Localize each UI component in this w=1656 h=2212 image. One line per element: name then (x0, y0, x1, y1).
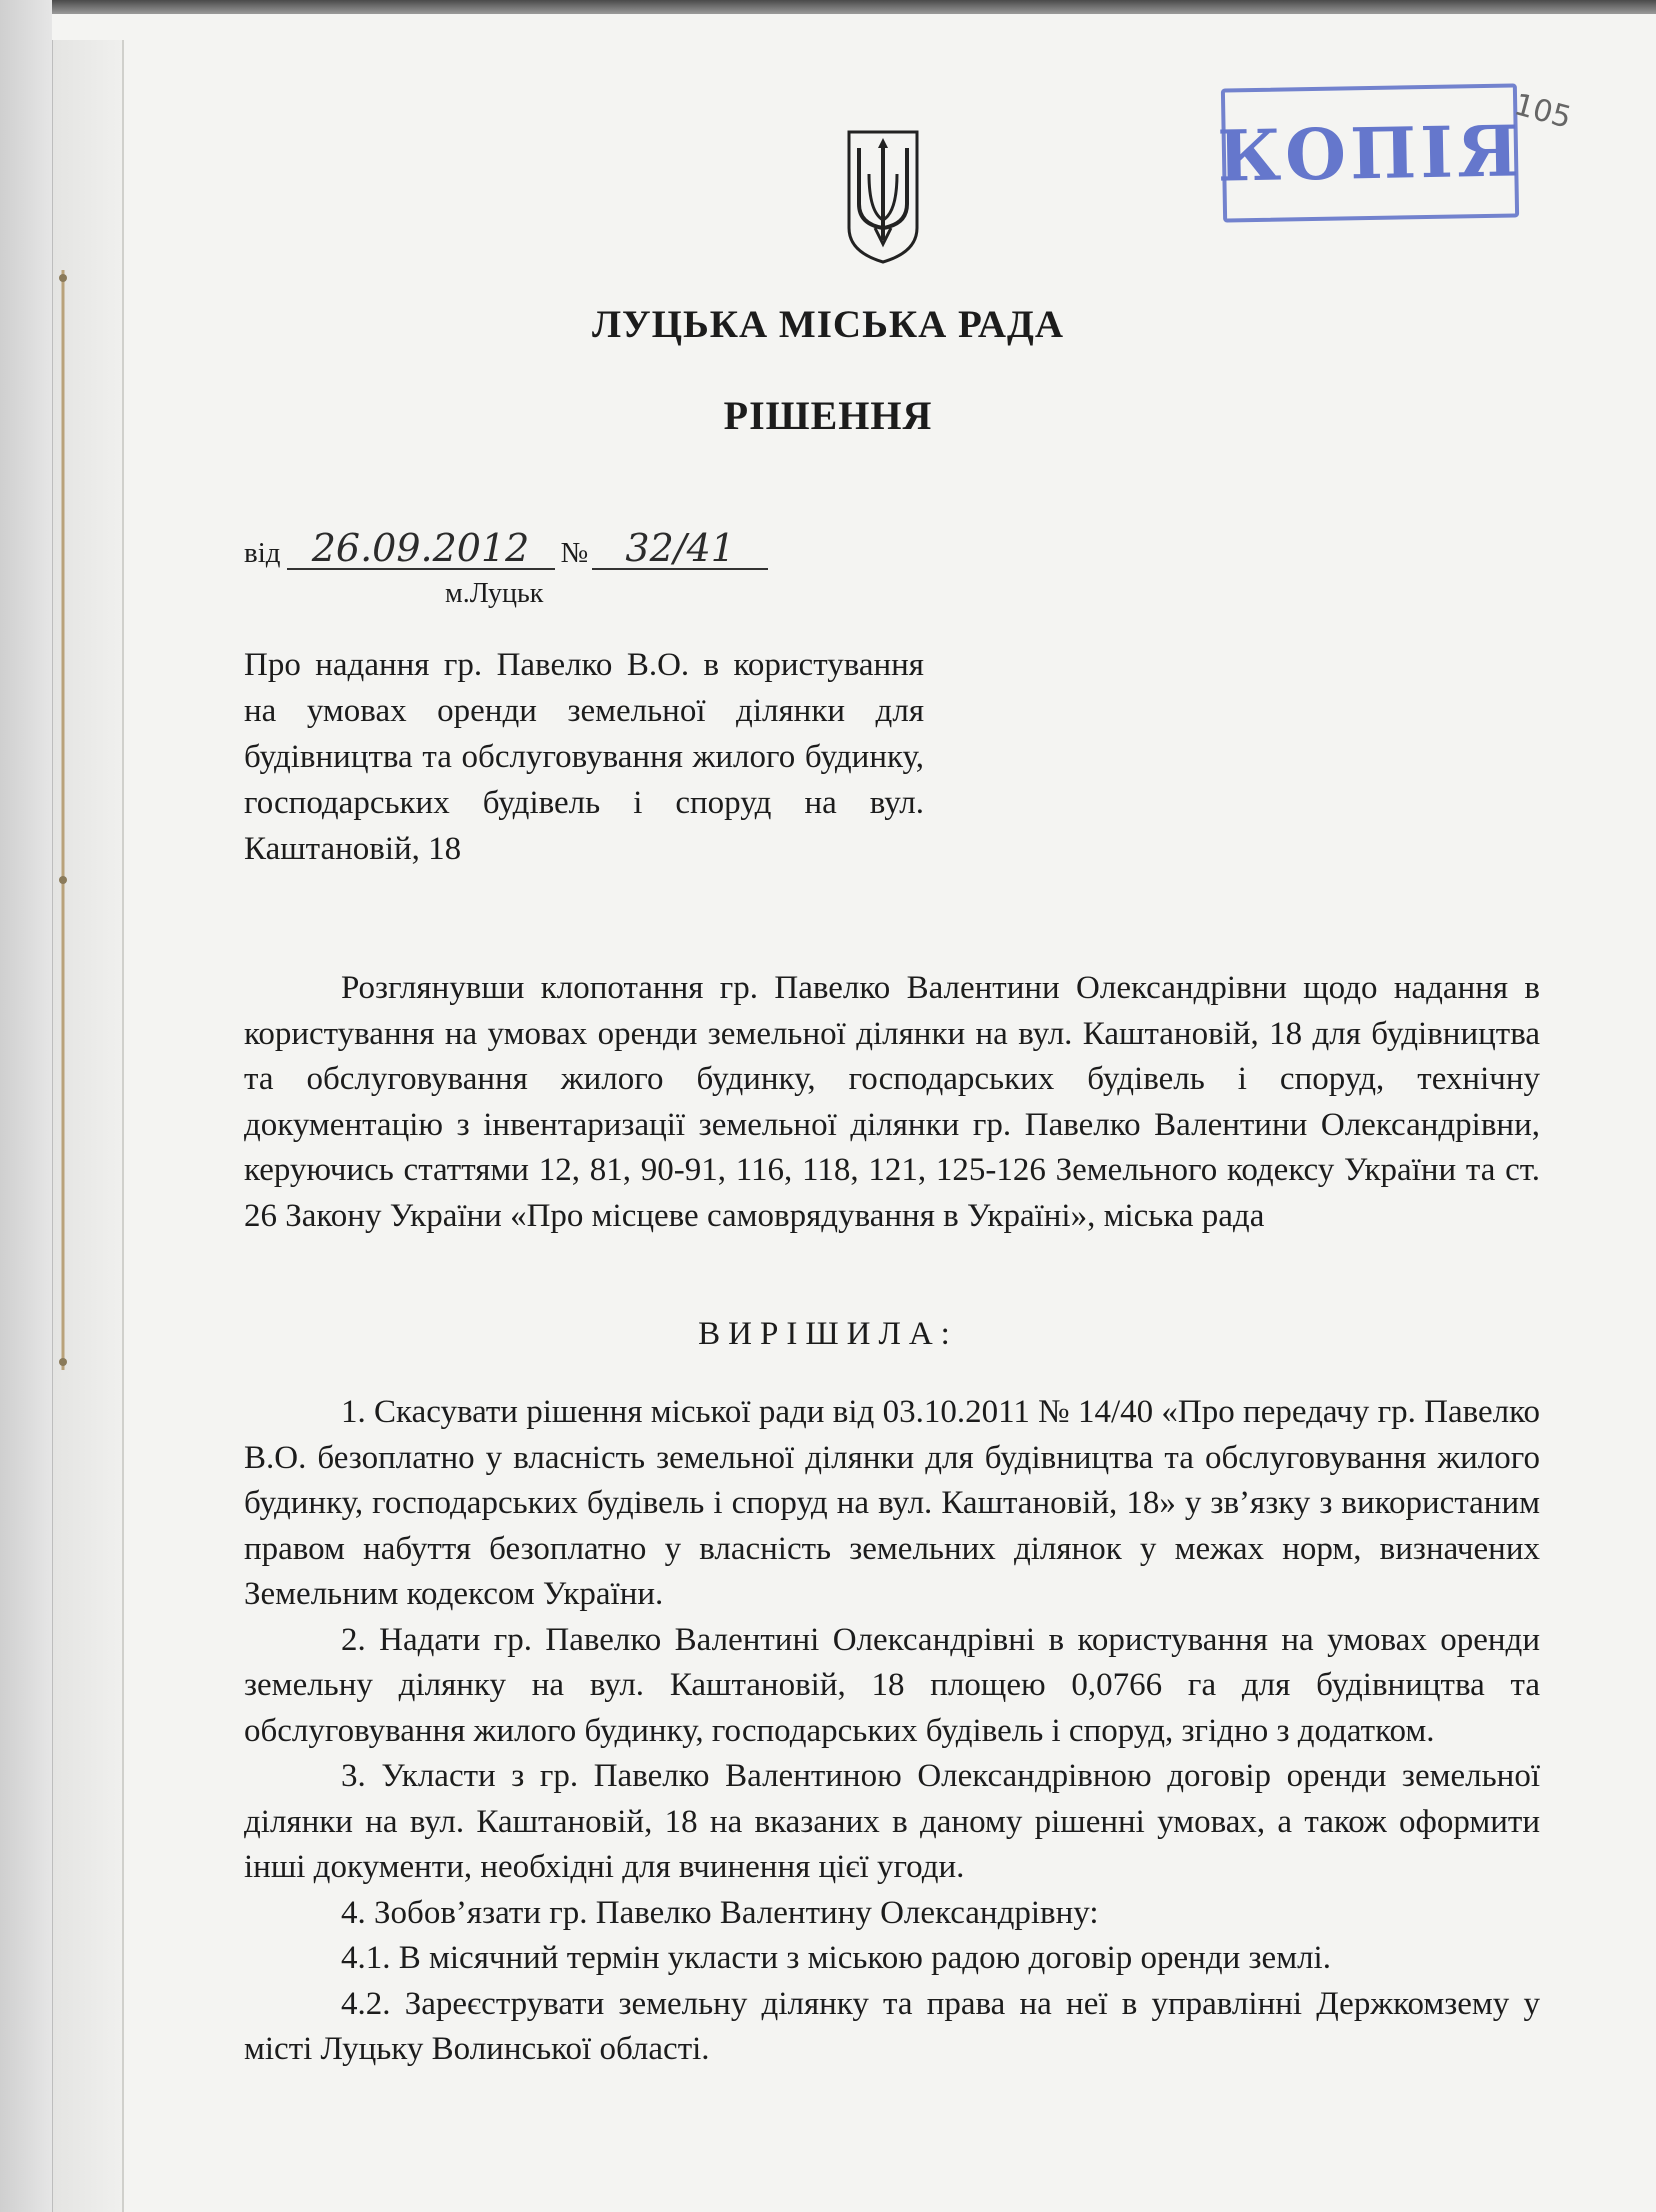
council-name: ЛУЦЬКА МІСЬКА РАДА (591, 303, 1065, 346)
fold-line (122, 40, 124, 2212)
date-number-line (244, 528, 768, 570)
scan-top-edge (0, 0, 1656, 14)
number-sign: № (560, 537, 589, 569)
point-4-2: 4.2. Зареєструвати земельну ділянку та права на неї в управлінні Держкомзему у місті Луцьку Волинської області. (244, 1985, 1540, 2067)
document-title: РІШЕННЯ (723, 393, 933, 438)
decision-date: 26.09.2012 (287, 528, 555, 570)
archive-number: 105 (1510, 87, 1575, 136)
decision-points (244, 1390, 1540, 2073)
decision-number: 32/41 (592, 528, 768, 570)
preamble: Розглянувши клопотання гр. Павелко Валентини Олександрівни щодо надання в користування на умовах оренди земельної ділянки на вул. Каштановій, 18 для будівництва та обслуговування жилого будинку, господарських будівель і споруд, технічну документацію з інвентаризації земельної ділянки гр. Павелко Валентини Олександрівни, керуючись статтями 12, 81, 90-91, 116, 118, 121, 125-126 Земельного кодексу України та ст. 26 Закону України «Про місцеве самоврядування в Україні», міська рада (244, 970, 1540, 1234)
point-3: 3. Укласти з гр. Павелко Валентиною Олександрівною договір оренди земельної ділянки на вул. Каштановій, 18 на вказаних в даному рішенні умовах, а також оформити інші документи, необхідні для вчинення цієї угоди. (244, 1758, 1540, 1885)
point-1: 1. Скасувати рішення міської ради від 03.10.2011 № 14/40 «Про передачу гр. Павелко В.О. безоплатно у власність земельної ділянки для будівництва та обслуговування жилого будинку, господарських будівель і споруд на вул. Каштановій, 18» у зв’язку з використаним правом набуття безоплатно у власність земельних ділянок у межах норм, визначених Земельним кодексом України. (244, 1394, 1540, 1612)
decision-subject: Про надання гр. Павелко В.О. в користування на умовах оренди земельної ділянки для будівництва та обслуговування жилого будинку, господарських будівель і споруд на вул. Каштановій, 18 (244, 647, 924, 867)
point-4: 4. Зобов’язати гр. Павелко Валентину Олександрівну: (341, 1894, 1099, 1931)
point-2: 2. Надати гр. Павелко Валентині Олександрівні в користування на умовах оренди земельну ділянку на вул. Каштановій, 18 площею 0,0766 га для будівництва та обслуговування жилого будинку, господарських будівель і споруд, згідно з додатком. (244, 1621, 1540, 1749)
date-prefix: від (244, 537, 281, 569)
decided-heading: ВИРІШИЛА: (698, 1316, 958, 1352)
copy-stamp: КОПІЯ (1221, 83, 1519, 222)
point-4-1: 4.1. В місячний термін укласти з міською радою договір оренди землі. (341, 1940, 1331, 1976)
city: м.Луцьк (445, 578, 544, 609)
coat-of-arms-icon (845, 128, 921, 266)
